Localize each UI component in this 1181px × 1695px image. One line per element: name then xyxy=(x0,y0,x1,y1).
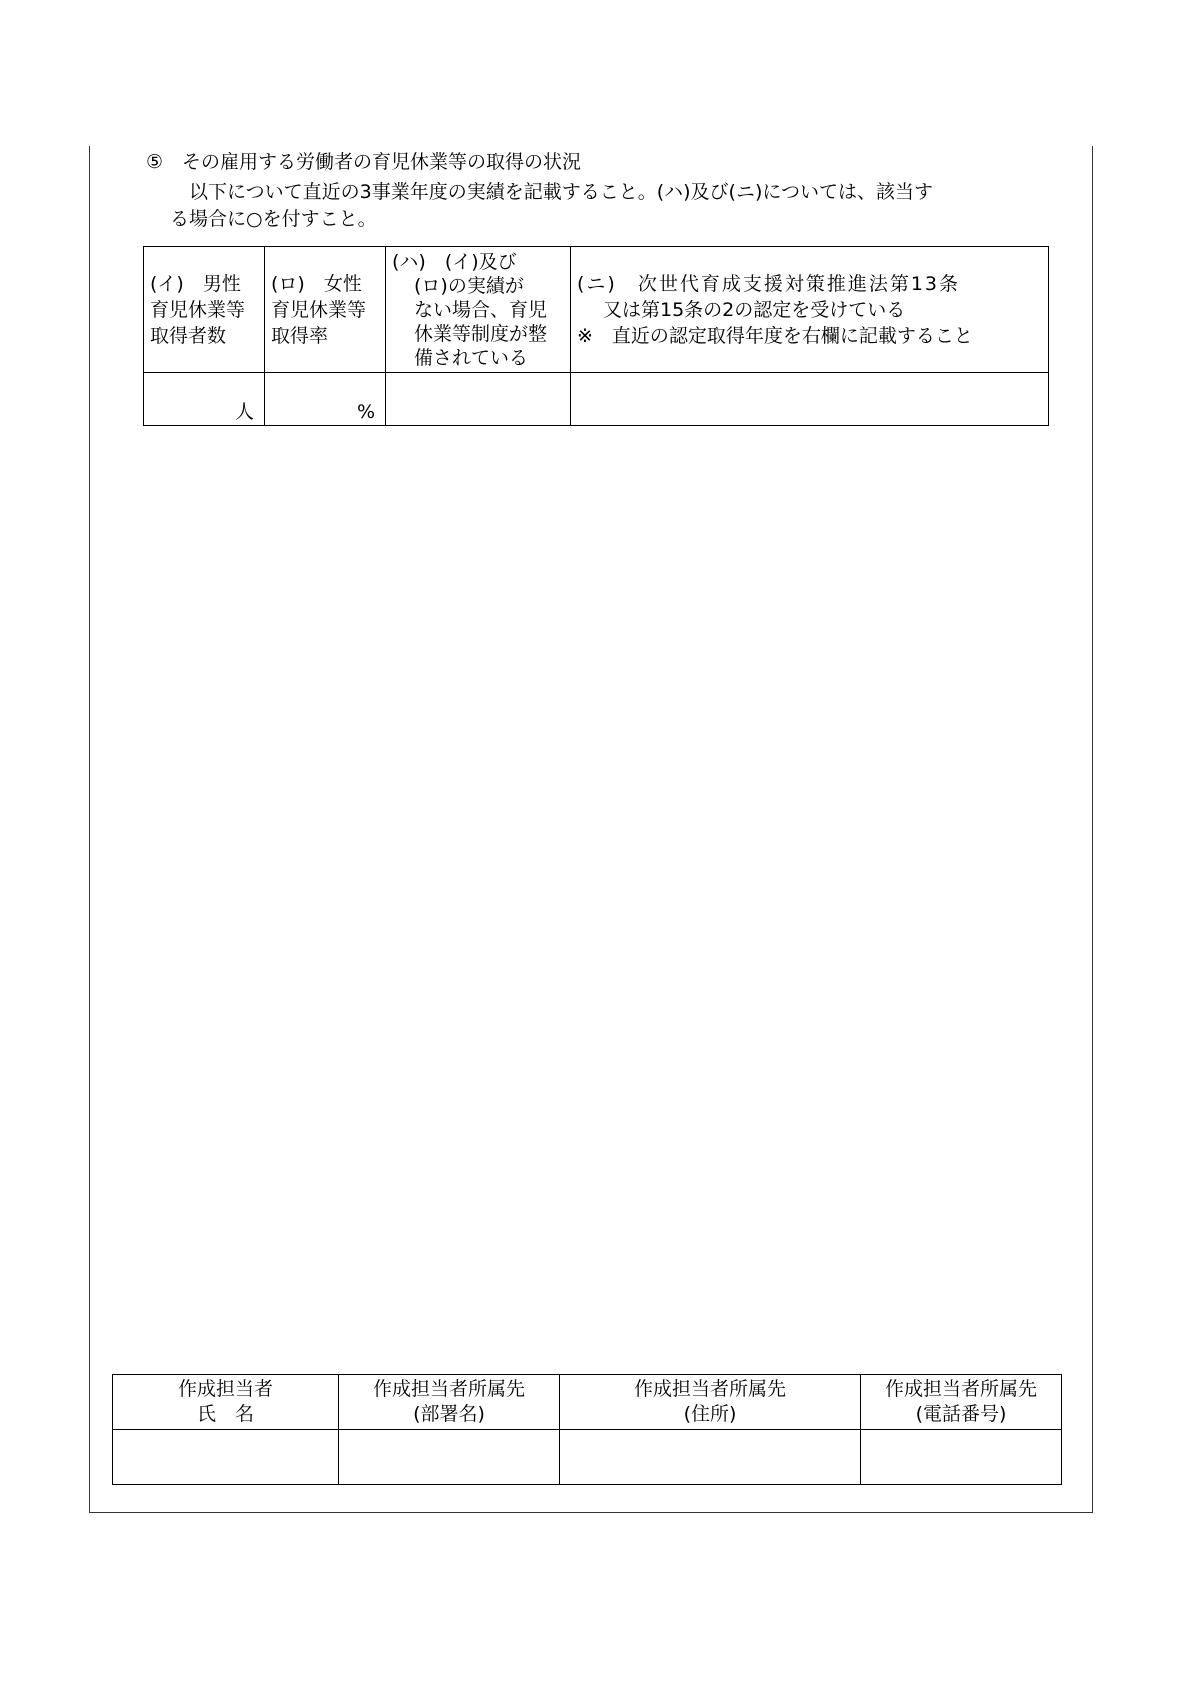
header-line: 作成担当者所属先 xyxy=(633,1378,786,1400)
header-line: 作成担当者所属先 xyxy=(372,1378,525,1400)
female-rate-cell[interactable] xyxy=(265,373,386,426)
contact-table xyxy=(112,1374,1062,1485)
header-line: (部署名) xyxy=(413,1403,485,1425)
header-line: 又は第15条の2の認定を受けている xyxy=(603,298,906,321)
header-line: (ロ) 女性 xyxy=(271,272,362,295)
header-name xyxy=(113,1375,339,1430)
header-line: (ニ) 次世代育成支援対策推進法第13条 xyxy=(577,272,961,295)
phone-cell[interactable] xyxy=(861,1430,1062,1485)
header-certification xyxy=(571,247,1049,373)
table-header-row xyxy=(113,1375,1062,1430)
header-line: (ロ)の実績が xyxy=(414,274,524,297)
department-cell[interactable] xyxy=(339,1430,560,1485)
instruction-line-2: る場合に○を付すこと。 xyxy=(170,208,377,230)
header-address xyxy=(560,1375,861,1430)
header-line: 作成担当者所属先 xyxy=(884,1378,1037,1400)
header-line: (ハ) (イ)及び xyxy=(392,250,517,273)
header-system xyxy=(386,247,571,373)
address-cell[interactable] xyxy=(560,1430,861,1485)
table-header-row xyxy=(144,247,1049,373)
header-line: 取得率 xyxy=(271,324,329,347)
leave-status-table xyxy=(143,246,1049,426)
header-line: (住所) xyxy=(683,1403,737,1425)
unit-label: 人 xyxy=(234,401,254,423)
name-cell[interactable] xyxy=(113,1430,339,1485)
section-title: ⑤ その雇用する労働者の育児休業等の取得の状況 xyxy=(146,151,582,173)
header-line: 育児休業等 xyxy=(150,298,246,321)
header-line: 育児休業等 xyxy=(271,298,367,321)
header-line: 休業等制度が整 xyxy=(414,322,548,345)
header-line: ない場合、育児 xyxy=(414,298,548,321)
unit-label: % xyxy=(356,401,375,423)
table-row xyxy=(144,373,1049,426)
header-line: 取得者数 xyxy=(150,324,227,347)
header-line: ※ 直近の認定取得年度を右欄に記載すること xyxy=(577,324,973,347)
instruction-line-1: 以下について直近の3事業年度の実績を記載すること。(ハ)及び(ニ)については、該当す xyxy=(189,181,933,203)
male-count-cell[interactable] xyxy=(144,373,265,426)
header-male-leave xyxy=(144,247,265,373)
header-line: (イ) 男性 xyxy=(150,272,241,295)
header-female-leave xyxy=(265,247,386,373)
header-phone xyxy=(861,1375,1062,1430)
header-line: (電話番号) xyxy=(915,1403,1007,1425)
header-line: 氏 名 xyxy=(196,1403,254,1425)
header-department xyxy=(339,1375,560,1430)
table-row xyxy=(113,1430,1062,1485)
header-line: 作成担当者 xyxy=(177,1378,273,1400)
certification-cell[interactable] xyxy=(571,373,1049,426)
header-line: 備されている xyxy=(414,346,529,369)
system-cell[interactable] xyxy=(386,373,571,426)
